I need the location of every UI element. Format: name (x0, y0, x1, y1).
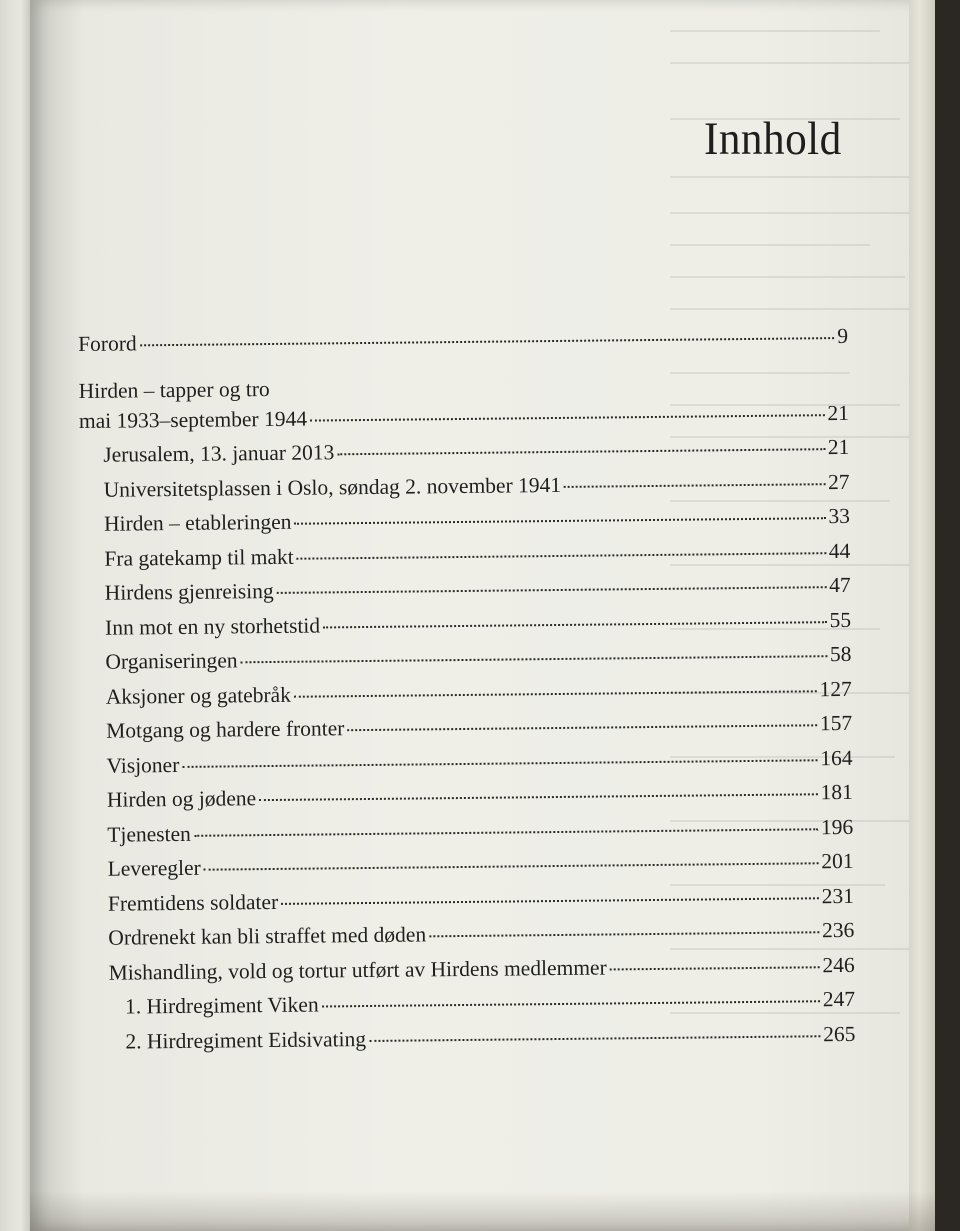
dot-leader (140, 337, 835, 346)
toc-entry-page: 196 (820, 814, 854, 839)
dot-leader (337, 448, 824, 455)
toc-entry-label: Motgang og hardere fronter (106, 716, 345, 743)
toc-entry-page: 27 (827, 469, 850, 494)
toc-entry-label: Mishandling, vold og tortur utført av Hirdens medlemmer (108, 954, 607, 985)
toc-section-heading: Hirden – tapper og tro (78, 376, 270, 403)
page-title: Innhold (704, 113, 842, 165)
toc-entry-label: Visjoner (106, 752, 180, 778)
toc-entry-page: 33 (828, 503, 851, 529)
toc-entry-page: 9 (837, 323, 849, 349)
toc-entry-label: Hirden og jødene (106, 786, 257, 812)
toc-entry-label: Universitetsplassen i Oslo, søndag 2. november 1941 (103, 472, 562, 502)
toc-entry-page: 265 (823, 1021, 856, 1046)
toc-entry-label: 1. Hirdregiment Viken (124, 992, 319, 1019)
dot-leader (610, 966, 820, 970)
toc-entry-label: Jerusalem, 13. januar 2013 (103, 440, 335, 467)
toc-entry-page: 157 (819, 710, 853, 736)
toc-entry-page: 246 (822, 952, 855, 977)
toc-entry-page: 201 (821, 848, 854, 874)
toc-entry-label: Tjenesten (107, 821, 191, 847)
dot-leader (259, 793, 817, 801)
toc-entry-page: 58 (829, 641, 852, 667)
toc-entry-page: 21 (827, 400, 850, 425)
toc-entry-label: mai 1933–september 1944 (78, 406, 308, 433)
toc-entry-page: 21 (827, 434, 850, 460)
left-page-edge (0, 0, 34, 1231)
toc-entry-label: Hirdens gjenreising (104, 578, 274, 605)
dot-leader (297, 552, 826, 560)
toc-entry-page: 247 (822, 986, 856, 1012)
dot-leader (281, 897, 819, 905)
dot-leader (369, 1035, 820, 1042)
toc-entry-label: Aksjoner og gatebråk (105, 682, 292, 709)
page-stack-edge (909, 0, 935, 1231)
dot-leader (310, 414, 824, 421)
dot-leader (564, 483, 825, 488)
toc-entry-page: 127 (819, 676, 852, 701)
toc-subentries (85, 987, 856, 1064)
toc-entry-page: 44 (828, 538, 851, 563)
toc-entry-page: 164 (820, 745, 853, 770)
toc-entry-page: 47 (829, 572, 851, 598)
dot-leader (241, 655, 827, 663)
toc-entries (79, 435, 855, 995)
toc-entry-page: 55 (829, 607, 852, 632)
dot-leader (322, 1000, 820, 1007)
dot-leader (347, 724, 817, 731)
dot-leader (294, 517, 825, 525)
bottom-shadow (30, 1191, 935, 1231)
toc-entry-page: 236 (821, 917, 855, 943)
toc-entry-label: Leveregler (107, 855, 201, 881)
toc-entry-label: 2. Hirdregiment Eidsivating (125, 1026, 367, 1054)
toc-entry-label: Hirden – etableringen (103, 509, 292, 536)
toc-entry-label: Organiseringen (105, 648, 238, 674)
dot-leader (182, 759, 817, 768)
dot-leader (429, 931, 819, 937)
toc-entry-label: Ordrenekt kan bli straffet med døden (108, 922, 427, 950)
toc-entry-label: Fra gatekamp til makt (104, 544, 294, 571)
toc-entry-label: Inn mot en ny storhetstid (104, 612, 321, 640)
toc-entry-page: 231 (821, 883, 855, 908)
toc-entry-page: 181 (820, 779, 853, 805)
dot-leader (294, 690, 817, 697)
dot-leader (194, 828, 818, 837)
dot-leader (277, 586, 827, 594)
table-of-contents (78, 324, 856, 1064)
toc-entry-label: Forord (78, 331, 137, 356)
dot-leader (204, 862, 819, 870)
dot-leader (323, 621, 827, 628)
toc-entry-label: Fremtidens soldater (107, 889, 279, 916)
